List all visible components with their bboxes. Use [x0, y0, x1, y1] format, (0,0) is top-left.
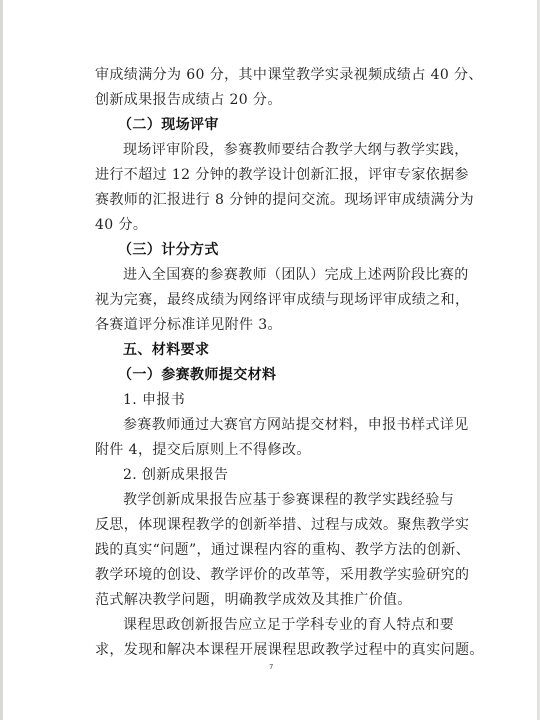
text-line: 赛教师的汇报进行 8 分钟的提问交流。现场评审成绩满分为: [95, 192, 475, 208]
text-line: 各赛道评分标准详见附件 3。: [95, 317, 282, 333]
text-line: 求，发现和解决本课程开展课程思政教学过程中的真实问题。: [95, 642, 484, 658]
text-line: 进行不超过 12 分钟的教学设计创新汇报，评审专家依据参: [95, 167, 469, 183]
text-line: 进入全国赛的参赛教师（团队）完成上述两阶段比赛的: [123, 267, 469, 283]
text-line: 审成绩满分为 60 分，其中课堂教学实录视频成绩占 40 分、: [95, 67, 483, 83]
section-heading-scoring-method: （三）计分方式: [118, 242, 219, 258]
text-line: 现场评审阶段，参赛教师要结合教学大纲与教学实践，: [123, 142, 469, 158]
chapter-heading-material-requirements: 五、材料要求: [123, 342, 210, 358]
subheading-innovation-report: 2. 创新成果报告: [123, 467, 229, 483]
text-line: 范式解决教学问题，明确教学成效及其推广价值。: [95, 592, 412, 608]
text-line: 教学创新成果报告应基于参赛课程的教学实践经验与: [123, 492, 455, 508]
text-line: 践的真实“问题”，通过课程内容的重构、教学方法的创新、: [95, 542, 471, 558]
text-line: 40 分。: [95, 217, 148, 233]
text-line: 课程思政创新报告应立足于学科专业的育人特点和要: [123, 617, 455, 633]
text-line: 创新成果报告成绩占 20 分。: [95, 92, 282, 108]
page-number: 7: [269, 663, 274, 671]
subheading-application-form: 1. 申报书: [123, 392, 186, 408]
section-heading-teacher-materials: （一）参赛教师提交材料: [118, 367, 277, 383]
text-line: 视为完赛，最终成绩为网络评审成绩与现场评审成绩之和，: [95, 292, 470, 308]
text-line: 教学环境的创设、教学评价的改革等，采用教学实验研究的: [95, 567, 470, 583]
text-line: 参赛教师通过大赛官方网站提交材料，申报书样式详见: [123, 417, 469, 433]
text-line: 附件 4，提交后原则上不得修改。: [95, 442, 311, 458]
section-heading-onsite-review: （二）现场评审: [118, 117, 219, 133]
text-line: 反思，体现课程教学的创新举措、过程与成效。聚焦教学实: [95, 517, 470, 533]
